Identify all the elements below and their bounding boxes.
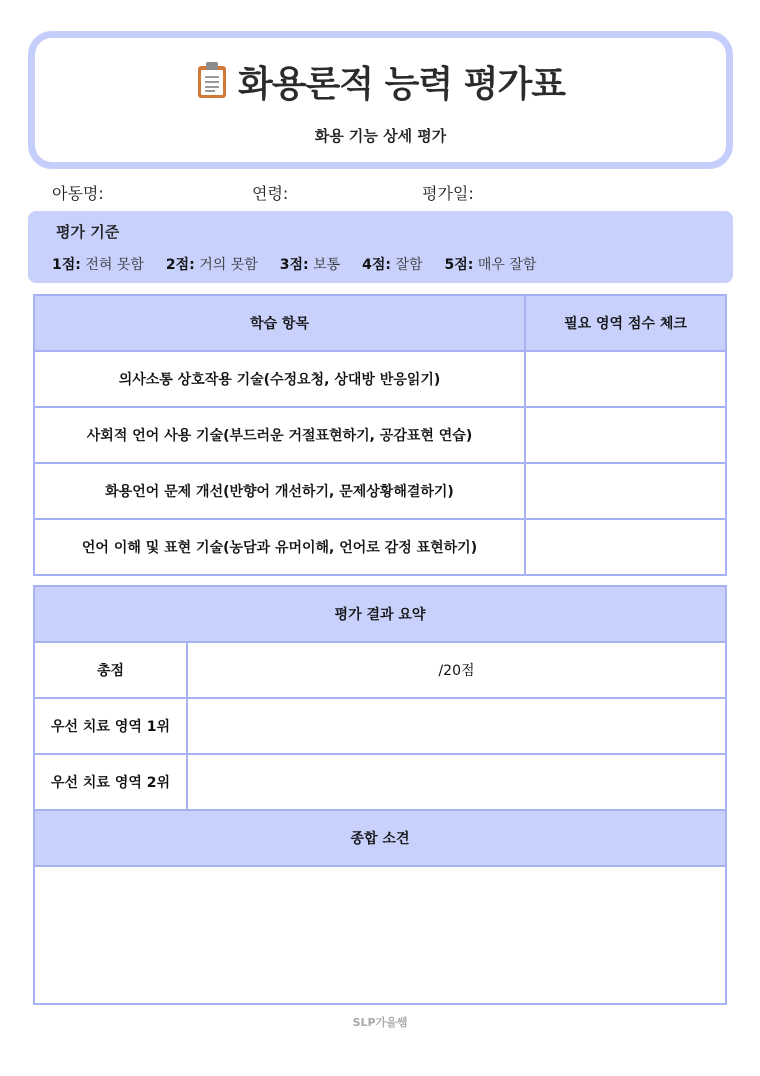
score-check-cell[interactable] [525,407,726,463]
title-row [35,56,726,107]
items-table [33,294,727,576]
summary-header-row [34,586,726,642]
page-title: 화용론적 능력 평가표 [237,64,566,105]
table-row [34,351,726,407]
opinion-field[interactable] [34,866,726,1004]
opinion-title: 종합 소견 [34,810,726,866]
page-subtitle: 화용 기능 상세 평가 [314,127,447,145]
priority1-label: 우선 치료 영역 1위 [34,698,187,754]
summary-title: 평가 결과 요약 [34,586,726,642]
child-name-label: 아동명: [52,184,104,203]
criteria-desc: 잘함 [395,257,423,273]
score-check-cell[interactable] [525,519,726,575]
criteria-item [362,254,422,274]
total-label: 총점 [34,642,187,698]
item-label: 의사소통 상호작용 기술(수정요청, 상대방 반응읽기) [34,351,525,407]
item-label: 화용언어 문제 개선(반향어 개선하기, 문제상황해결하기) [34,463,525,519]
criteria-score: 5점: [444,257,474,273]
summary-table [33,585,727,1005]
footer-credit: SLP가을쌤 [352,1016,408,1029]
col-item-header: 학습 항목 [34,295,525,351]
opinion-header-row [34,810,726,866]
priority1-field[interactable] [187,698,726,754]
table-header-row [34,295,726,351]
criteria-item [166,254,258,274]
date-label: 평가일: [422,184,474,203]
criteria-item [52,254,144,274]
clipboard-icon [196,61,228,103]
item-label: 언어 이해 및 표현 기술(농담과 유머이해, 언어로 감정 표현하기) [34,519,525,575]
score-check-cell[interactable] [525,351,726,407]
priority2-label: 우선 치료 영역 2위 [34,754,187,810]
age-label: 연령: [252,184,289,203]
info-row [0,181,760,205]
criteria-score: 2점: [165,257,195,273]
criteria-score: 1점: [52,257,81,273]
criteria-score: 4점: [362,257,392,273]
table-row [34,642,726,698]
table-row [34,754,726,810]
criteria-desc: 매우 잘함 [477,257,537,273]
header-box [28,31,733,169]
criteria-item [280,254,340,274]
criteria-desc: 보통 [313,257,341,273]
criteria-item [445,254,537,274]
table-row [34,407,726,463]
item-label: 사회적 언어 사용 기술(부드러운 거절표현하기, 공감표현 연습) [34,407,525,463]
opinion-row [34,866,726,1004]
criteria-desc: 거의 못함 [199,257,258,273]
criteria-list [52,254,536,274]
criteria-box [28,211,733,283]
priority2-field[interactable] [187,754,726,810]
col-check-header: 필요 영역 점수 체크 [525,295,726,351]
table-row [34,698,726,754]
criteria-score: 3점: [279,257,309,273]
total-value[interactable]: /20점 [187,642,726,698]
table-row [34,463,726,519]
criteria-title: 평가 기준 [56,223,120,241]
criteria-desc: 전혀 못함 [85,257,144,273]
score-check-cell[interactable] [525,463,726,519]
table-row [34,519,726,575]
